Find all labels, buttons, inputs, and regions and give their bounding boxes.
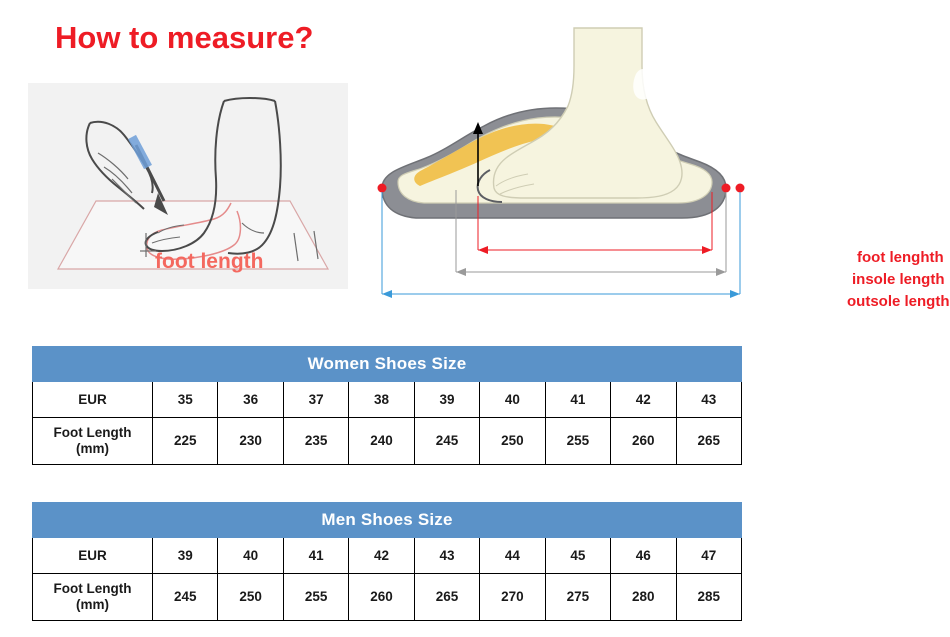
cell: 255 <box>283 574 348 621</box>
men-shoes-size-table <box>32 502 742 621</box>
cell: 43 <box>676 382 742 418</box>
shoe-cross-section-svg <box>360 10 770 310</box>
cell: 235 <box>283 418 348 465</box>
row-label-foot-length <box>33 418 153 465</box>
cell: 42 <box>349 538 414 574</box>
outsole-length-measure-label: outsole length <box>847 293 950 310</box>
cell: 47 <box>676 538 742 574</box>
cell: 37 <box>283 382 348 418</box>
cell: 41 <box>545 382 610 418</box>
cell: 285 <box>676 574 742 621</box>
table-row <box>33 538 742 574</box>
cell: 225 <box>153 418 218 465</box>
cell: 46 <box>611 538 676 574</box>
foot-length-measure-label: foot lenghth <box>857 249 944 266</box>
cell: 240 <box>349 418 414 465</box>
cell: 270 <box>480 574 545 621</box>
shoe-cross-section-illustration <box>360 10 950 310</box>
row-label-foot-length-unit: (mm) <box>76 597 109 612</box>
cell: 265 <box>676 418 742 465</box>
cell: 265 <box>414 574 479 621</box>
women-size-table-wrapper <box>32 346 742 465</box>
cell: 39 <box>153 538 218 574</box>
cell: 250 <box>218 574 283 621</box>
cell: 41 <box>283 538 348 574</box>
row-label-foot-length <box>33 574 153 621</box>
row-label-foot-length-main: Foot Length <box>53 425 132 441</box>
table-header-row <box>33 347 742 382</box>
men-size-table-wrapper <box>32 502 742 621</box>
cell: 45 <box>545 538 610 574</box>
foot-length-caption: foot length <box>155 250 264 273</box>
cell: 260 <box>349 574 414 621</box>
table-row <box>33 574 742 621</box>
table-row <box>33 382 742 418</box>
cell: 255 <box>545 418 610 465</box>
cell: 38 <box>349 382 414 418</box>
cell: 42 <box>611 382 676 418</box>
men-table-title: Men Shoes Size <box>33 503 742 538</box>
cell: 44 <box>480 538 545 574</box>
cell: 39 <box>414 382 479 418</box>
cell: 40 <box>218 538 283 574</box>
cell: 245 <box>414 418 479 465</box>
table-header-row <box>33 503 742 538</box>
women-shoes-size-table <box>32 346 742 465</box>
cell: 275 <box>545 574 610 621</box>
row-label-foot-length-unit: (mm) <box>76 441 109 456</box>
cell: 230 <box>218 418 283 465</box>
cell: 260 <box>611 418 676 465</box>
cell: 35 <box>153 382 218 418</box>
row-label-foot-length-main: Foot Length <box>53 581 132 597</box>
table-row <box>33 418 742 465</box>
cell: 36 <box>218 382 283 418</box>
cell: 40 <box>480 382 545 418</box>
cell: 280 <box>611 574 676 621</box>
insole-length-measure-label: insole length <box>852 271 945 288</box>
cell: 43 <box>414 538 479 574</box>
cell: 250 <box>480 418 545 465</box>
cell: 245 <box>153 574 218 621</box>
women-table-title: Women Shoes Size <box>33 347 742 382</box>
row-label-eur: EUR <box>33 382 153 418</box>
row-label-eur: EUR <box>33 538 153 574</box>
page-title: How to measure? <box>55 20 314 55</box>
